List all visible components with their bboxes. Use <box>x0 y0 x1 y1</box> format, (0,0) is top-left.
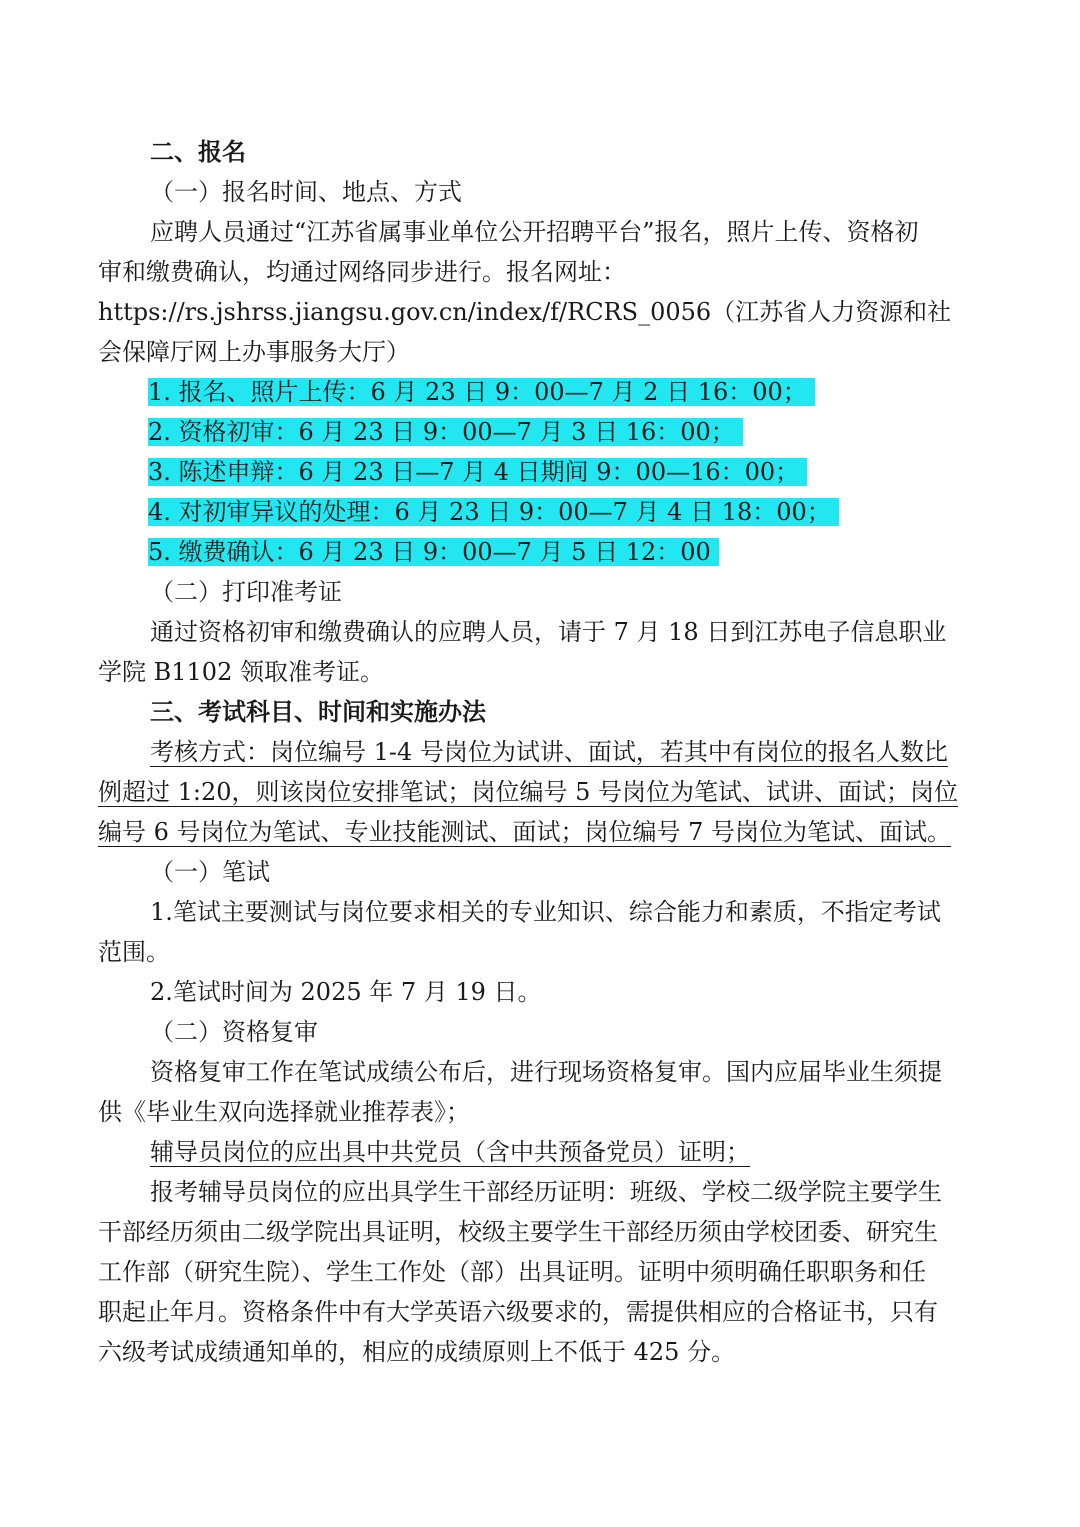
schedule-item <box>98 492 982 532</box>
paragraph-line: 2.笔试时间为 2025 年 7 月 19 日。 <box>150 978 542 1006</box>
assessment-text: 例超过 1:20，则该岗位安排笔试；岗位编号 5 号岗位为笔试、试讲、面试；岗位 <box>98 778 959 806</box>
subsection-title-admission-ticket: （二）打印准考证 <box>150 578 342 606</box>
paragraph-line: 应聘人员通过“江苏省属事业单位公开招聘平台”报名，照片上传、资格初 <box>150 218 919 246</box>
paragraph-line: 供《毕业生双向选择就业推荐表》； <box>98 1098 470 1126</box>
paragraph-line: 工作部（研究生院）、学生工作处（部）出具证明。证明中须明确任职职务和任 <box>98 1258 926 1286</box>
subsection-title-written-exam: （一）笔试 <box>150 858 270 886</box>
section-heading-registration: 二、报名 <box>150 137 246 166</box>
schedule-item <box>98 452 982 492</box>
paragraph-line: 报考辅导员岗位的应出具学生干部经历证明：班级、学校二级学院主要学生 <box>150 1178 942 1206</box>
subsection-title-qualification-review: （二）资格复审 <box>150 1018 318 1046</box>
assessment-text: 考核方式：岗位编号 1-4 号岗位为试讲、面试，若其中有岗位的报名人数比 <box>150 738 948 766</box>
schedule-item-text: 3. 陈述申辩：6 月 23 日—7 月 4 日期间 9：00—16：00； <box>148 458 807 486</box>
paragraph-line: 通过资格初审和缴费确认的应聘人员，请于 7 月 18 日到江苏电子信息职业 <box>150 618 947 646</box>
paragraph-line: 1.笔试主要测试与岗位要求相关的专业知识、综合能力和素质，不指定考试 <box>150 898 941 926</box>
paragraph-line: 职起止年月。资格条件中有大学英语六级要求的，需提供相应的合格证书，只有 <box>98 1298 938 1326</box>
assessment-text: 编号 6 号岗位为笔试、专业技能测试、面试；岗位编号 7 号岗位为笔试、面试。 <box>98 818 952 846</box>
schedule-item-text: 4. 对初审异议的处理：6 月 23 日 9：00—7 月 4 日 18：00； <box>148 498 839 526</box>
assessment-line <box>98 772 982 812</box>
subsection-title-registration-time: （一）报名时间、地点、方式 <box>150 178 462 206</box>
paragraph-line: 资格复审工作在笔试成绩公布后，进行现场资格复审。国内应届毕业生须提 <box>150 1058 942 1086</box>
paragraph-line: 六级考试成绩通知单的，相应的成绩原则上不低于 425 分。 <box>98 1338 736 1366</box>
assessment-line <box>98 812 982 852</box>
schedule-item <box>98 532 982 572</box>
registration-url-line: https://rs.jshrss.jiangsu.gov.cn/index/f/RCRS_0056（江苏省人力资源和社 <box>98 298 952 326</box>
section-heading-exam: 三、考试科目、时间和实施办法 <box>150 697 486 726</box>
paragraph-line: 干部经历须由二级学院出具证明，校级主要学生干部经历须由学校团委、研究生 <box>98 1218 938 1246</box>
schedule-item <box>98 372 982 412</box>
schedule-item-text: 2. 资格初审：6 月 23 日 9：00—7 月 3 日 16：00； <box>148 418 743 446</box>
assessment-line <box>98 732 982 772</box>
paragraph-line: 会保障厅网上办事服务大厅） <box>98 338 410 366</box>
counselor-party-line <box>98 1132 982 1172</box>
paragraph-line: 范围。 <box>98 938 170 966</box>
paragraph-line: 学院 B1102 领取准考证。 <box>98 658 384 686</box>
counselor-party-text: 辅导员岗位的应出具中共党员（含中共预备党员）证明； <box>150 1138 750 1166</box>
paragraph-line: 审和缴费确认，均通过网络同步进行。报名网址： <box>98 258 626 286</box>
schedule-item-text: 1. 报名、照片上传：6 月 23 日 9：00—7 月 2 日 16：00； <box>148 378 815 406</box>
document-page <box>98 132 982 1372</box>
schedule-item-text: 5. 缴费确认：6 月 23 日 9：00—7 月 5 日 12：00 <box>148 538 719 566</box>
schedule-item <box>98 412 982 452</box>
